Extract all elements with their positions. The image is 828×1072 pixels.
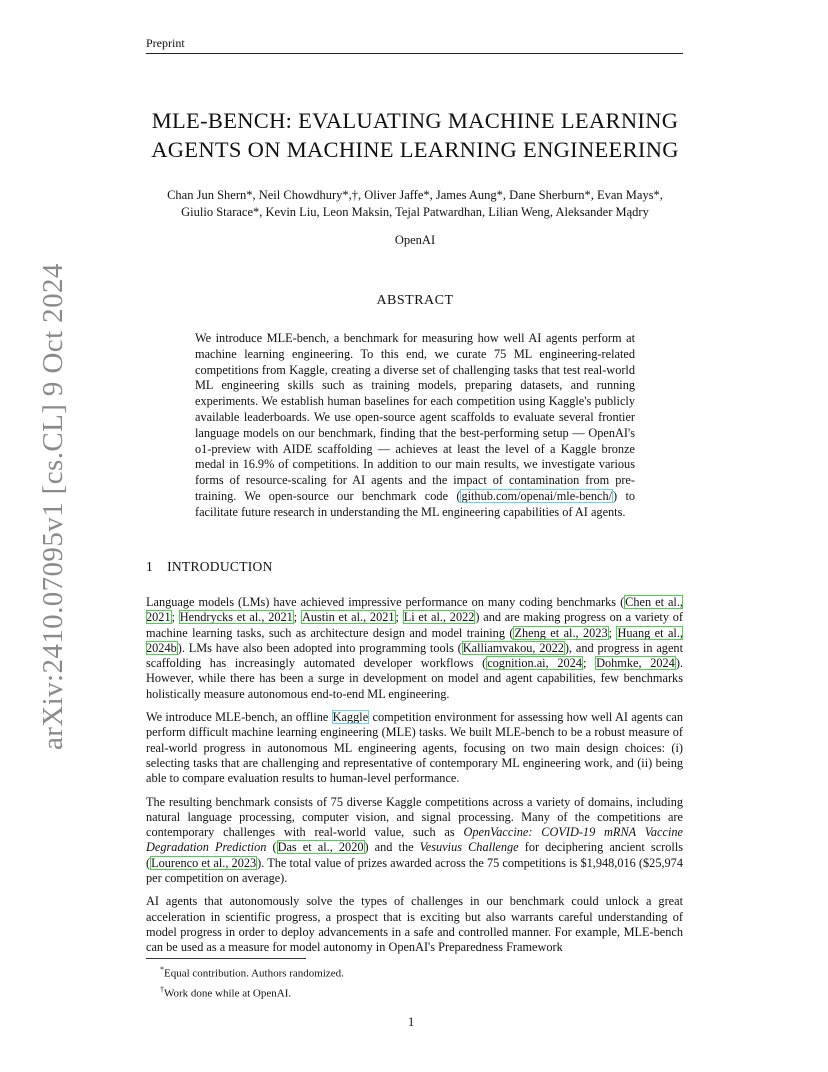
title-line-1: MLE-BENCH: EVALUATING MACHINE LEARNING <box>151 108 679 133</box>
footnote-2 <box>160 982 344 1002</box>
paper-title <box>130 106 700 164</box>
page-number: 1 <box>408 1015 415 1029</box>
abstract-heading: ABSTRACT <box>376 293 454 308</box>
footnote-marker: * <box>160 965 164 974</box>
footnotes <box>160 962 344 1001</box>
text: competition environment for assessing how well AI agents can perform difficult machine learning engineering (MLE) tasks. We built MLE-bench to be a robust measure of real-world progress in autonomous ML engineering agents, focusing on two main design choices: (i) selecting tasks that are challenging and representative of contemporary ML engineering work, and (ii) being able to compare evaluation results to human-level performance. <box>146 710 683 786</box>
text: ). The total value of prizes awarded across the 75 competitions is $1,948,016 ($25,974 per competition on average). <box>146 855 683 886</box>
arxiv-identifier: arXiv:2410.07095v1 [cs.CL] 9 Oct 2024 <box>37 263 69 750</box>
paragraph-4 <box>146 894 683 955</box>
paragraph-1 <box>146 595 683 702</box>
text: Language models (LMs) have achieved impressive performance on many coding benchmarks ( <box>146 595 625 609</box>
author-line-1: Chan Jun Shern*, Neil Chowdhury*,†, Oliver Jaffe*, James Aung*, Dane Sherburn*, Evan Mays*, <box>167 188 663 202</box>
abstract-text: We introduce MLE-bench, a benchmark for measuring how well AI agents perform at machine learning engineering. To this end, we curate 75 ML engineering-related competitions from Kaggle, creating a diverse set of challenging tasks that test real-world ML engineering skills such as training models, preparing datasets, and running experiments. We establish human baselines for each competition using Kaggle's publicly available leaderboards. We use open-source agent scaffolds to evaluate several frontier language models on our benchmark, finding that the best-performing setup — OpenAI's o1-preview with AIDE scaffolding — achieves at least the level of a Kaggle bronze medal in 16.9% of competitions. In addition to our main results, we investigate various forms of resource-scaling for AI agents and the impact of contamination from pre-training. We open-source our benchmark code ( <box>195 331 635 503</box>
section-number: 1 <box>146 559 154 574</box>
footnote-text: Work done while at OpenAI. <box>164 987 292 1000</box>
citation-link[interactable]: Li et al., 2022 <box>403 610 475 625</box>
abstract-body <box>195 331 635 521</box>
footnote-divider <box>146 958 306 959</box>
abstract-text-end: ) to facilitate future research in understanding the ML engineering capabilities of AI agents. <box>195 488 636 519</box>
author-list <box>130 187 700 221</box>
footnote-text: Equal contribution. Authors randomized. <box>164 967 344 980</box>
paragraph-3 <box>146 795 683 887</box>
text: We introduce MLE-bench, an offline <box>146 710 332 725</box>
citation-link[interactable]: Zheng et al., 2023 <box>514 625 608 640</box>
citation-link[interactable]: Kalliamvakou, 2022 <box>462 640 564 655</box>
footnote-1 <box>160 962 344 982</box>
introduction-body <box>146 595 683 964</box>
text: ), and progress in agent scaffolding has increasingly automated developer workflows ( <box>146 640 683 671</box>
text: The resulting benchmark consists of 75 diverse Kaggle competitions across a variety of domains, including natural language processing, computer vision, and signal processing. Many of the competitions are contemporary challenges with real-world value, such as <box>146 794 683 840</box>
affiliation: OpenAI <box>394 233 436 247</box>
section-heading <box>146 559 273 575</box>
kaggle-link[interactable]: Kaggle <box>332 710 369 725</box>
emphasis: Vesuvius Challenge <box>419 840 519 855</box>
separator: ; <box>171 610 179 625</box>
citation-link[interactable]: Das et al., 2020 <box>277 840 364 855</box>
text: for deciphering ancient scrolls ( <box>146 840 684 870</box>
separator: ; <box>293 610 301 625</box>
separator: ; <box>582 656 596 671</box>
separator: ; <box>608 625 617 640</box>
title-line-2: AGENTS ON MACHINE LEARNING ENGINEERING <box>151 137 679 162</box>
citation-link[interactable]: Hendrycks et al., 2021 <box>179 610 293 625</box>
running-header <box>146 36 683 54</box>
citation-link[interactable]: Austin et al., 2021 <box>301 610 395 625</box>
footnote-marker: † <box>160 984 164 994</box>
paragraph-2 <box>146 710 683 786</box>
header-label: Preprint <box>146 36 185 50</box>
author-line-2: Giulio Starace*, Kevin Liu, Leon Maksin, Tejal Patwardhan, Lilian Weng, Aleksander Mądry <box>181 205 649 219</box>
citation-link[interactable]: Dohmke, 2024 <box>596 656 675 671</box>
repository-link[interactable]: github.com/openai/mle-bench/ <box>461 488 613 503</box>
citation-link[interactable]: Huang et al., 2024b <box>146 625 683 655</box>
text: ) and the <box>364 840 420 855</box>
citation-link[interactable]: cognition.ai, 2024 <box>487 656 582 671</box>
text: ). However, while there has been a surge in development on model and agent capabilities, few benchmarks holistically measure autonomous end-to-end ML engineering. <box>146 656 684 701</box>
text: ( <box>266 840 277 855</box>
section-title: INTRODUCTION <box>167 559 273 574</box>
separator: ; <box>395 610 403 625</box>
citation-link[interactable]: Lourenco et al., 2023 <box>151 855 257 870</box>
citation-link[interactable]: Chen et al., 2021 <box>146 595 683 625</box>
text: ). LMs have also been adopted into programming tools ( <box>177 640 462 655</box>
emphasis: OpenVaccine: COVID-19 mRNA Vaccine Degradation Prediction <box>146 825 683 855</box>
text: ) and are making progress on a variety of machine learning tasks, such as architecture design and model training ( <box>146 610 683 640</box>
text: AI agents that autonomously solve the types of challenges in our benchmark could unlock a great acceleration in scientific progress, a prospect that is exciting but also warrants careful understanding of model progress in order to deploy advancements in a safe and controlled manner. For example, MLE-bench can be used as a measure for model autonomy in OpenAI's Preparedness Framework <box>146 894 683 955</box>
